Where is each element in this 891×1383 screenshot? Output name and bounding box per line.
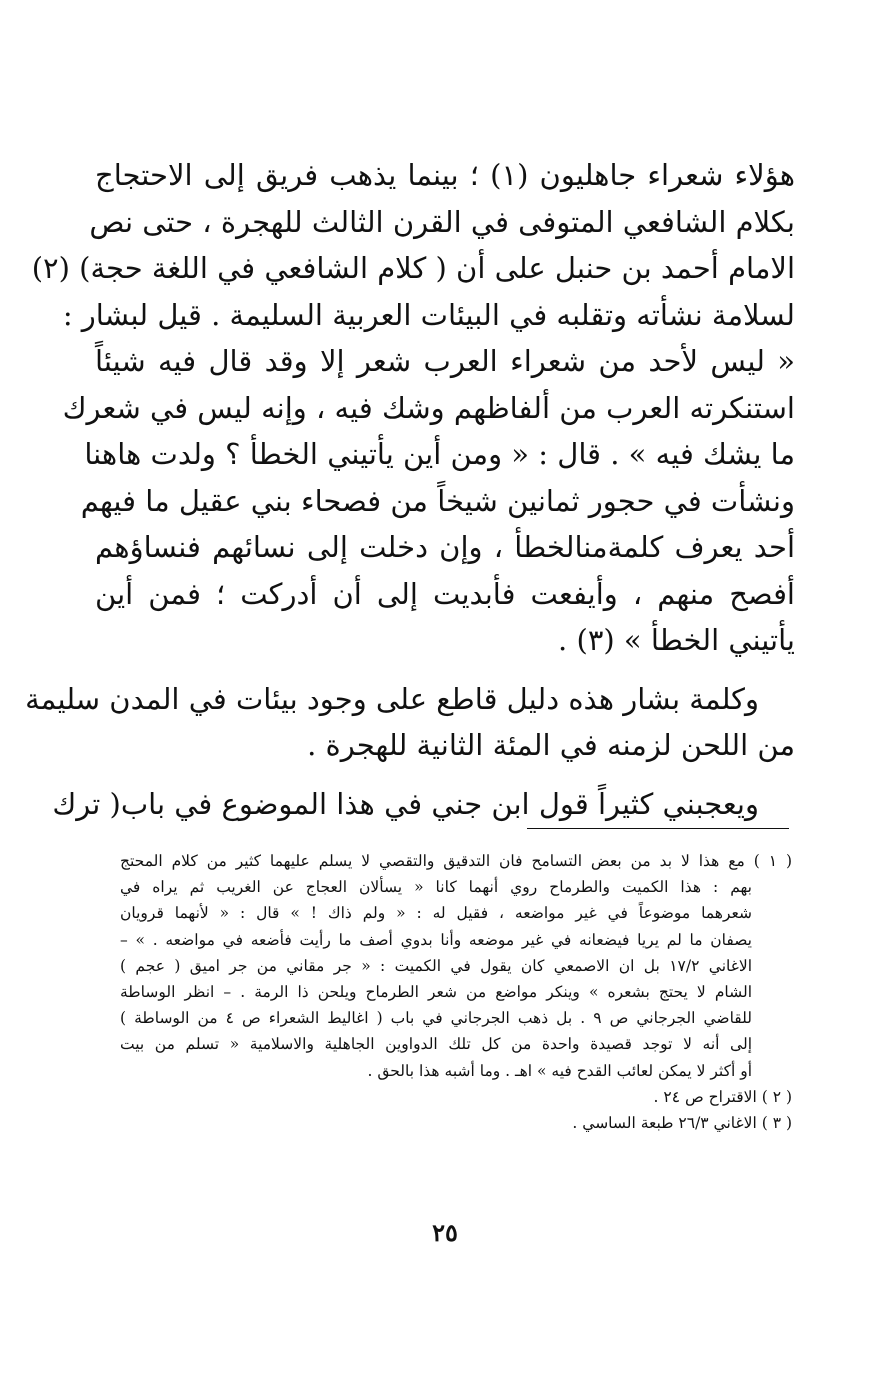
text-line: من اللحن لزمنه في المئة الثانية للهجرة . bbox=[307, 728, 795, 762]
text-line: هؤلاء شعراء جاهليون (١) ؛ بينما يذهب فريق إلى الاحتجاج bbox=[95, 158, 795, 192]
text-line: أفصح منهم ، وأيفعت فأبديت إلى أن أدركت ؛ فمن أين bbox=[95, 576, 795, 611]
footnote-line bbox=[120, 1084, 792, 1110]
footnote-line: أو أكثر لا يمكن لعائب القدح فيه » اهـ . وما أشبه هذا بالحق . bbox=[367, 1061, 752, 1080]
footnote-text: الاغاني ٢٦/٣ طبعة الساسي . bbox=[572, 1113, 757, 1132]
footnote-line bbox=[120, 1110, 792, 1136]
text-line: لسلامة نشأته وتقلبه في البيئات العربية السليمة . قيل لبشار : bbox=[62, 297, 795, 332]
text-line: وكلمة بشار هذه دليل قاطع على وجود بيئات في المدن سليمة bbox=[25, 681, 759, 716]
paragraph-gap bbox=[95, 664, 795, 676]
footnote-line bbox=[120, 848, 792, 874]
text-line: أحد يعرف كلمةمنالخطأ ، وإن دخلت إلى نسائهم فنساؤهم bbox=[95, 530, 795, 564]
footnote-marker: ( ١ ) bbox=[753, 852, 793, 870]
footnote-marker: ( ٣ ) bbox=[761, 1113, 792, 1132]
footnote-marker: ( ٢ ) bbox=[761, 1087, 792, 1106]
footnote-3 bbox=[120, 1110, 792, 1136]
footnote-line: شعرهما موضوعاً في غير مواضعه ، فقيل له : « ولم ذاك ! » قال : « لأنهما قرويان bbox=[120, 904, 752, 923]
text-line: استنكرته العرب من ألفاظهم وشك فيه ، وإنه ليس في شعرك bbox=[62, 390, 795, 425]
footnote-text: مع هذا لا بد من بعض التسامح فان التدقيق والتقصي لا يسلم عليهما كثير من كلام المحتج bbox=[120, 852, 745, 870]
footnote-line: يصفان ما لم يريا فيضعانه في غير موضعه وأنا بدوي أصف ما رأيت فأضعه في مواضعه . » – bbox=[120, 930, 752, 949]
text-line: ونشأت في حجور ثمانين شيخاً من فصحاء بني عقيل ما فيهم bbox=[80, 483, 795, 518]
footnote-line: الشام لا يحتج بشعره » وينكر مواضع من شعر الطرماح ويلحن ذا الرمة . – انظر الوساطة bbox=[120, 982, 752, 1001]
footnote-text: الاقتراح ص ٢٤ . bbox=[653, 1087, 757, 1106]
footnote-1 bbox=[120, 848, 792, 1084]
footnote-2 bbox=[120, 1084, 792, 1110]
paragraph bbox=[31, 152, 795, 664]
footnotes bbox=[120, 848, 792, 1136]
page-number: ٢٥ bbox=[432, 1218, 458, 1247]
footnote-line: الاغاني ١٧/٢ بل ان الاصمعي كان يقول في الكميت : « جر مقاني من جر اميق ( عجم ) bbox=[120, 956, 753, 975]
footnote-line: بهم : هذا الكميت والطرماح روي أنهما كانا « يسألان العجاج عن الغريب ثم يراه في bbox=[120, 878, 752, 897]
paragraph bbox=[52, 781, 795, 828]
text-line: الامام أحمد بن حنبل على أن ( كلام الشافعي في اللغة حجة) (٢) bbox=[31, 251, 795, 285]
footnote-line: للقاضي الجرجاني ص ٩ . بل ذهب الجرجاني في باب ( اغاليط الشعراء ص ٤ من الوساطة ) bbox=[120, 1009, 752, 1028]
footnote-line: إلى أنه لا توجد قصيدة واحدة من كل تلك الدواوين الجاهلية والاسلامية « تسلم من بيت bbox=[120, 1035, 752, 1054]
text-line: « ليس لأحد من شعراء العرب شعر إلا وقد قال فيه شيئاً bbox=[95, 344, 795, 378]
text-line: بكلام الشافعي المتوفى في القرن الثالث للهجرة ، حتى نص bbox=[89, 204, 795, 239]
text-line: ويعجبني كثيراً قول ابن جني في هذا الموضوع في باب( ترك bbox=[52, 786, 759, 821]
paragraph-gap bbox=[95, 769, 795, 781]
main-text bbox=[25, 152, 795, 827]
text-line: ما يشك فيه » . قال : « ومن أين يأتيني الخطأ ؟ ولدت هاهنا bbox=[84, 437, 795, 471]
paragraph bbox=[25, 676, 795, 769]
footnote-divider bbox=[527, 828, 789, 829]
text-line: يأتيني الخطأ » (٣) . bbox=[558, 623, 795, 657]
